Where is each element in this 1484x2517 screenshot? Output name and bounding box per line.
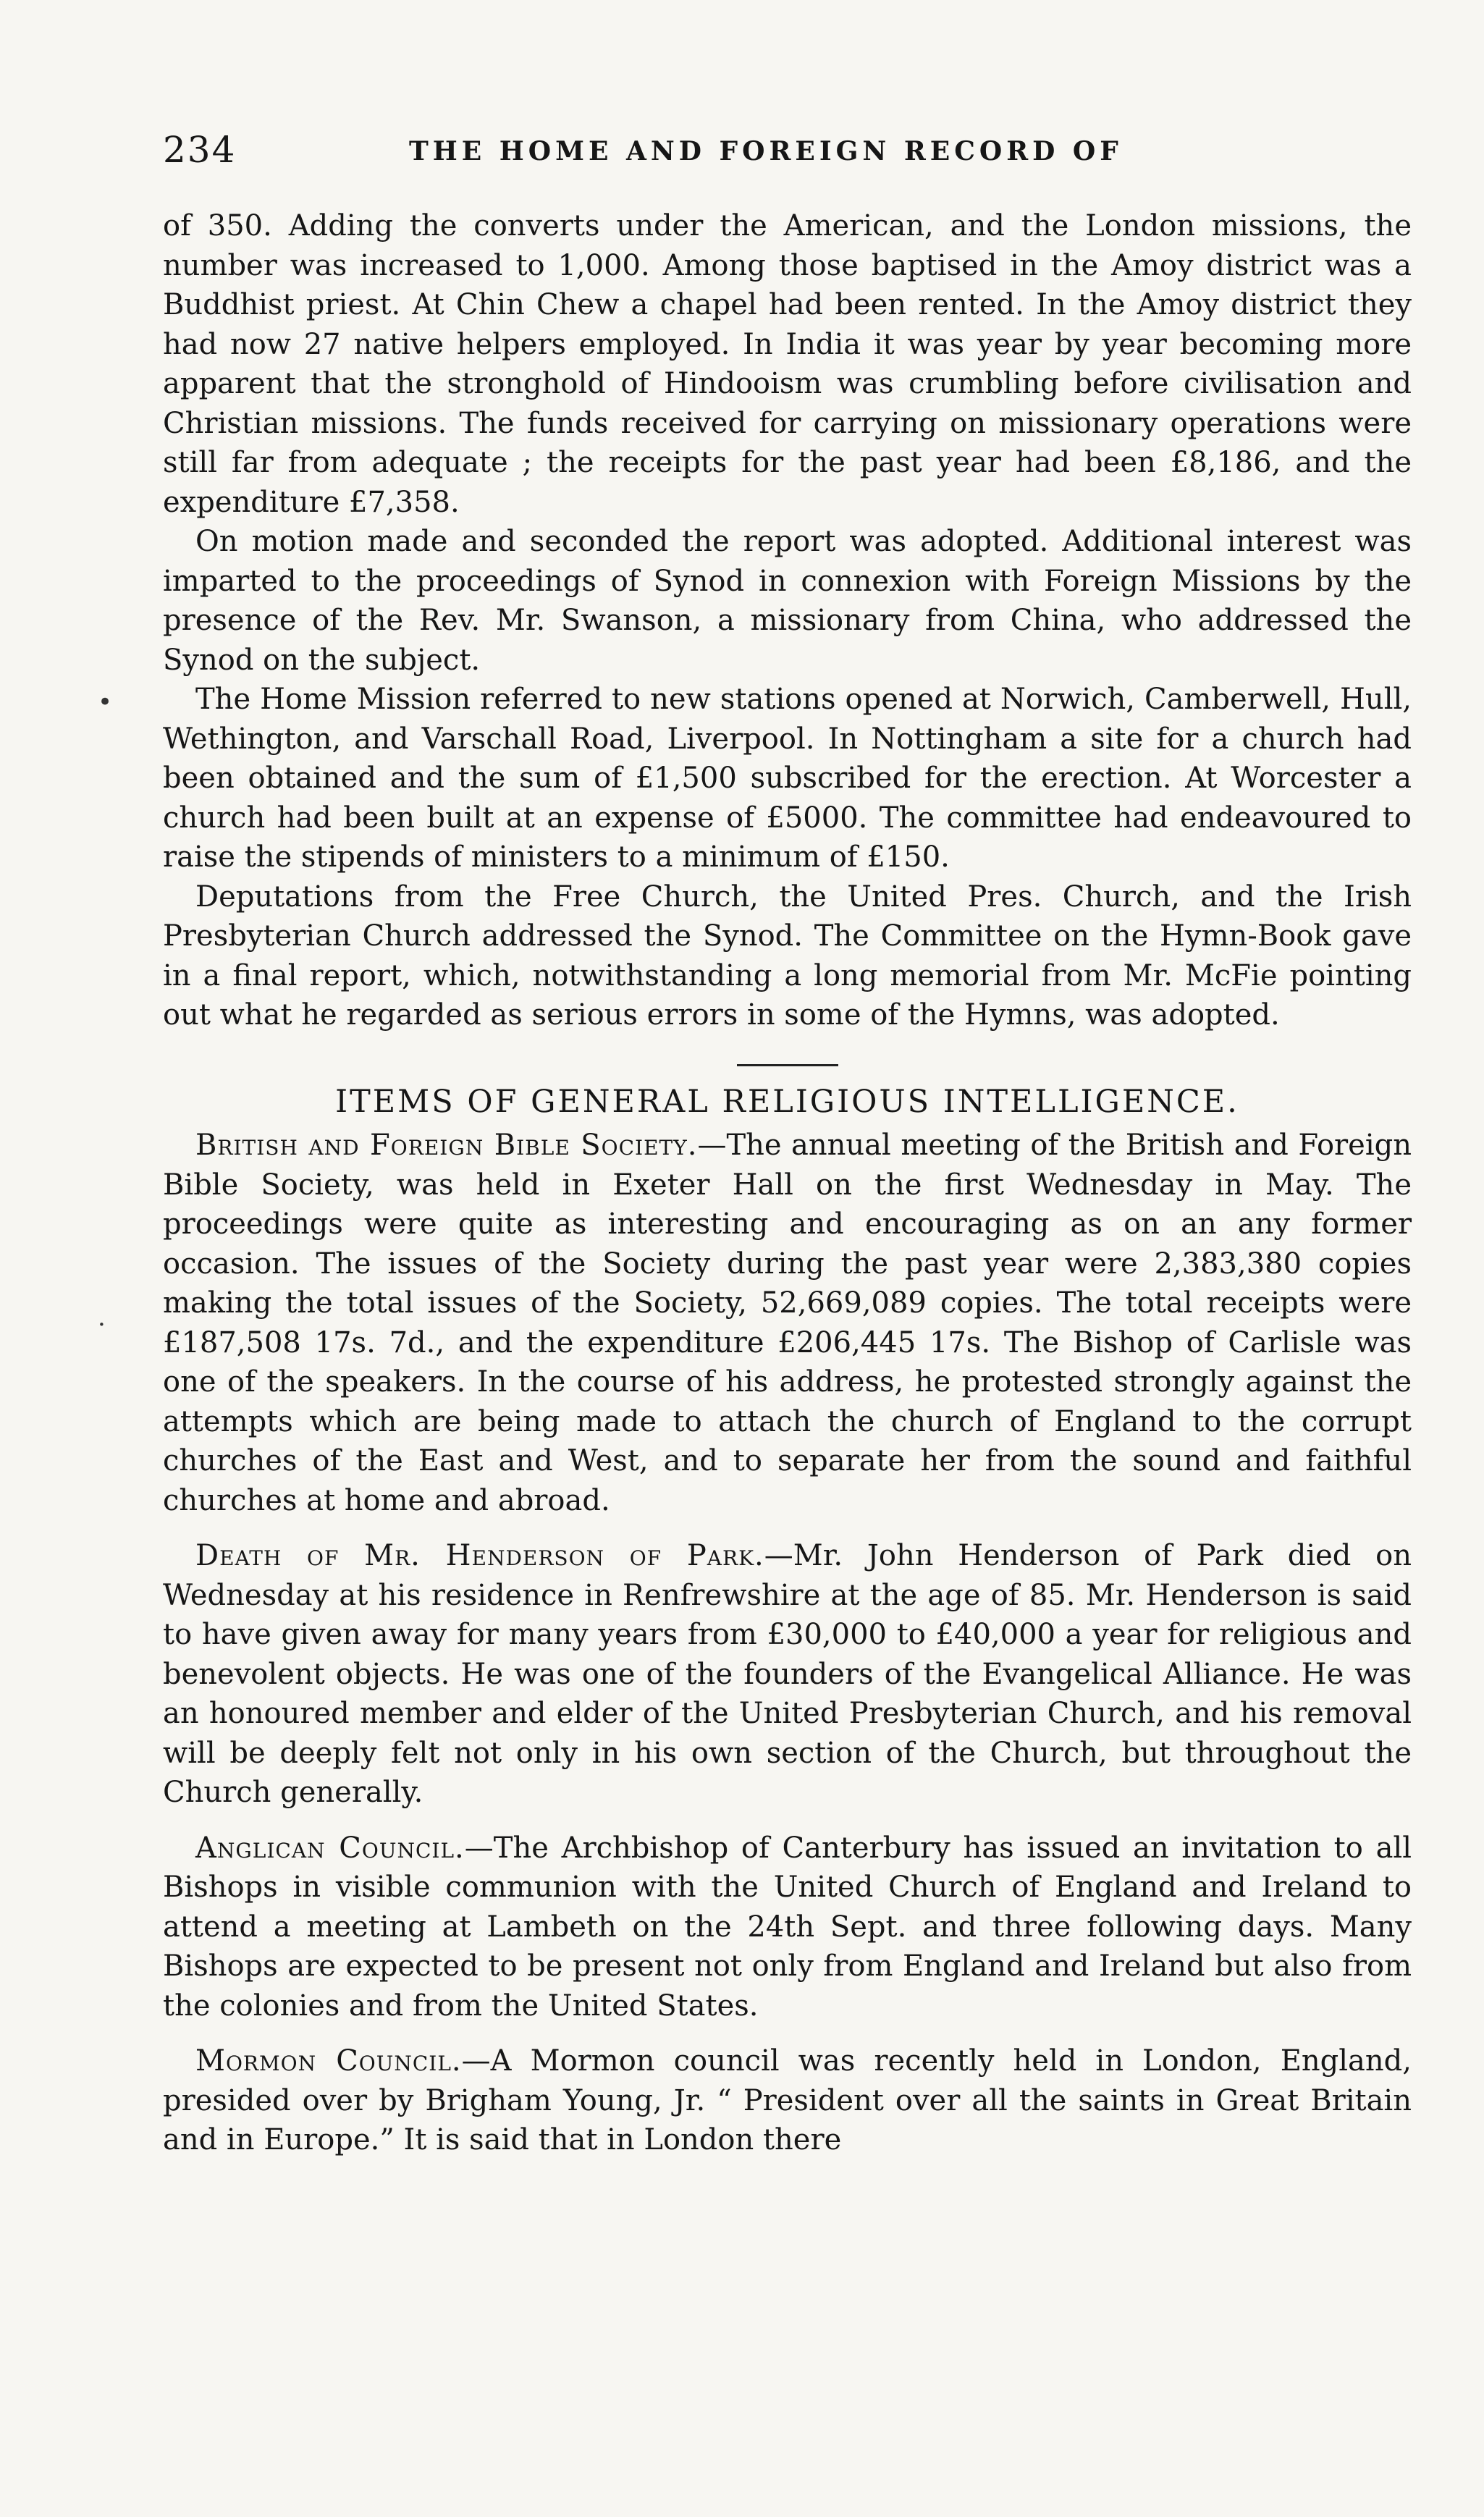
news-item-title: Mormon Council.	[195, 2044, 462, 2078]
news-item-title: Death of Mr. Henderson of Park.	[195, 1539, 764, 1572]
section-heading: ITEMS OF GENERAL RELIGIOUS INTELLIGENCE.	[335, 1083, 1239, 1120]
page-header	[163, 129, 1412, 180]
intro-paragraph: On motion made and seconded the report was adopted. Additional interest was imparted to the proceedings of Synod in connexion with Foreign Missions by the presence of the Rev. Mr. Swanson, a missionary from China, who addressed the Synod on the subject.	[163, 525, 1412, 677]
news-item-body: —A Mormon council was recently held in London, England, presided over by Brigham Young, Jr. “ President over all the saints in Great Britain and in Europe.” It is said that in London there	[163, 2044, 1412, 2156]
intro-paragraph: of 350. Adding the converts under the American, and the London missions, the number was increased to 1,000. Among those baptised in the Amoy district was a Buddhist priest. At Chin Chew a chapel had been rented. In the Amoy district they had now 27 native helpers employed. In India it was year by year becoming more apparent that the stronghold of Hindooism was crumbling before civilisation and Christian missions. The funds received for carrying on missionary operations were still far from adequate ; the receipts for the past year had been £8,186, and the expenditure £7,358.	[163, 209, 1412, 519]
news-item-body: —The annual meeting of the British and Foreign Bible Society, was held in Exeter Hall on the first Wednesday in May. The proceedings were quite as interesting and encouraging as on an any former occasion. The issues of the Society during the past year were 2,383,380 copies making the total issues of the Society, 52,669,089 copies. The total receipts were £187,508 17s. 7d., and the expenditure £206,445 17s. The Bishop of Carlisle was one of the speakers. In the course of his address, he protested strongly against the attempts which are being made to attach the church of England to the corrupt churches of the East and West, and to separate her from the sound and faithful churches at home and abroad.	[163, 1129, 1412, 1517]
margin-dot: ·	[98, 1310, 106, 1339]
news-item-body: —The Archbishop of Canterbury has issued an invitation to all Bishops in visible communion with the United Church of England and Ireland to attend a meeting at Lambeth on the 24th Sept. and three following days. Many Bishops are expected to be present not only from England and Ireland but also from the colonies and from the United States.	[163, 1831, 1412, 2023]
news-item-body: —Mr. John Henderson of Park died on Wednesday at his residence in Renfrewshire at the age of 85. Mr. Henderson is said to have given away for many years from £30,000 to £40,000 a year for religious and benevolent objects. He was one of the founders of the Evangelical Alliance. He was an honoured member and elder of the United Presbyterian Church, and his removal will be deeply felt not only in his own section of the Church, but throughout the Church generally.	[163, 1539, 1412, 1809]
news-item-title: Anglican Council.	[195, 1831, 465, 1865]
page-number: 234	[163, 129, 237, 171]
news-item	[163, 1829, 1412, 2026]
news-item-title: British and Foreign Bible Society.	[195, 1129, 698, 1162]
margin-dot: •	[98, 688, 113, 717]
running-title: THE HOME AND FOREIGN RECORD OF	[409, 136, 1123, 166]
intro-paragraph: The Home Mission referred to new stations opened at Norwich, Camberwell, Hull, Wethington, and Varschall Road, Liverpool. In Nottingham a site for a church had been obtained and the sum of £1,500 subscribed for the erection. At Worcester a church had been built at an expense of £5000. The committee had endeavoured to raise the stipends of ministers to a minimum of £150.	[163, 683, 1412, 874]
intro-paragraph: Deputations from the Free Church, the United Pres. Church, and the Irish Presbyterian Church addressed the Synod. The Committee on the Hymn-Book gave in a final report, which, notwithstanding a long memorial from Mr. McFie pointing out what he regarded as serious errors in some of the Hymns, was adopted.	[163, 880, 1412, 1032]
text-column	[163, 206, 1412, 2176]
section-divider	[737, 1064, 838, 1066]
news-item	[163, 1536, 1412, 1813]
news-item	[163, 1126, 1412, 1520]
news-item	[163, 2041, 1412, 2160]
